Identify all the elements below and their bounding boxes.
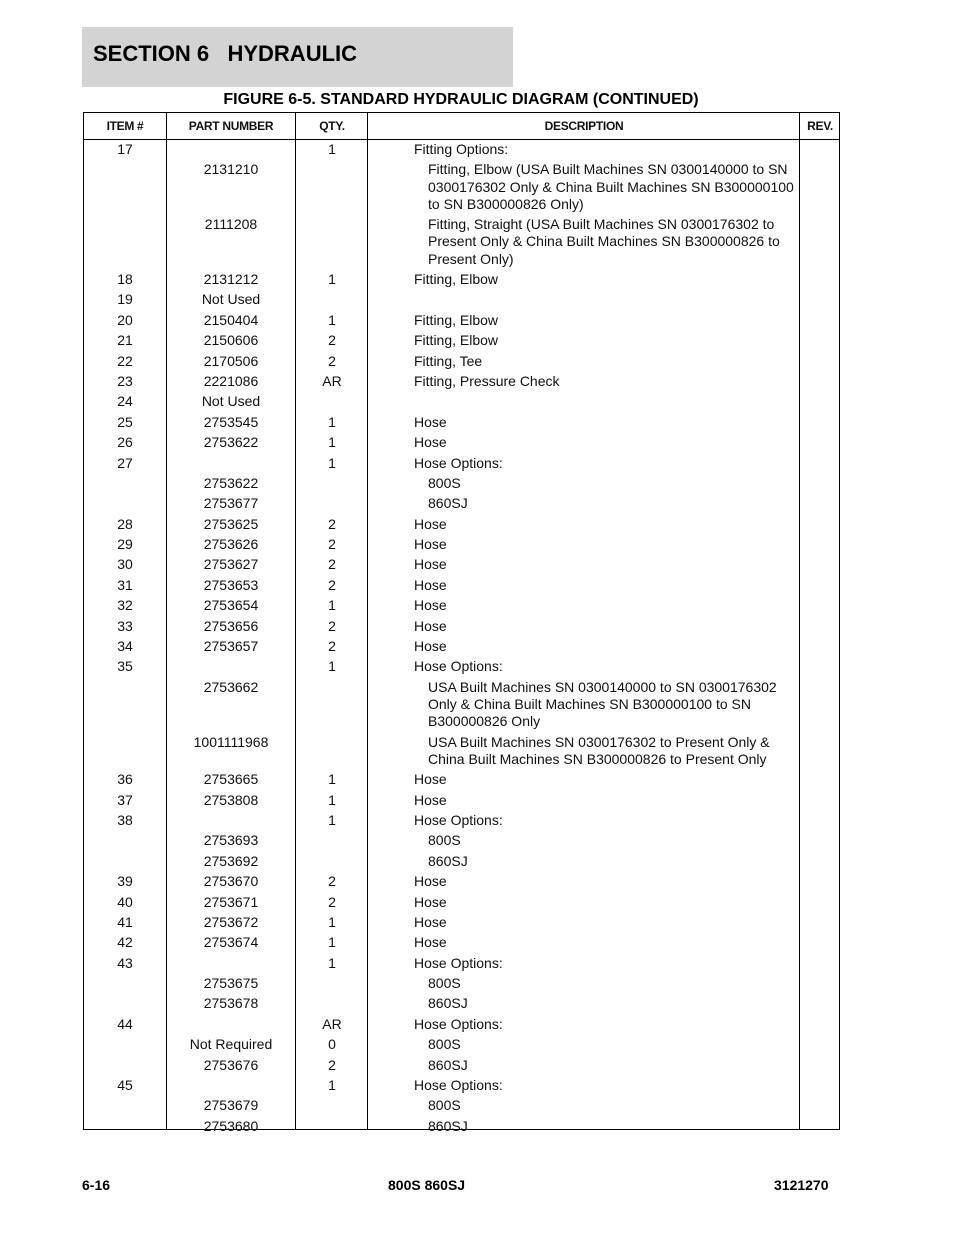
item-cell: 21 xyxy=(117,332,133,349)
description-cell: 800S xyxy=(428,474,461,491)
part-number-cell: 2753670 xyxy=(203,873,259,890)
table-row xyxy=(84,291,839,311)
qty-cell: 2 xyxy=(328,515,336,532)
description-cell: Fitting, Elbow (USA Built Machines SN 0300140000 to SN 0300176302 Only & China Built Machines SN B300000100 to SN B300000826 Only) xyxy=(428,161,794,212)
part-number-cell: 1001111968 xyxy=(193,733,269,750)
item-cell: 43 xyxy=(117,954,133,971)
part-number-cell: Not Used xyxy=(201,393,261,410)
description-cell: Hose xyxy=(414,873,447,890)
part-number-cell: 2753625 xyxy=(203,515,259,532)
item-cell: 25 xyxy=(117,413,133,430)
table-row xyxy=(84,434,839,454)
part-number-cell: 2753665 xyxy=(203,771,259,788)
qty-cell: 2 xyxy=(328,352,336,369)
description-cell: Fitting Options: xyxy=(414,141,509,157)
description-cell: Hose xyxy=(414,638,447,655)
item-cell: 36 xyxy=(117,771,133,788)
table-row xyxy=(84,832,839,852)
part-number-cell: 2753622 xyxy=(203,434,259,451)
qty-cell: AR xyxy=(322,1015,342,1032)
qty-cell: 2 xyxy=(328,617,336,634)
header-rev: REV. xyxy=(807,119,833,133)
item-cell: 34 xyxy=(117,638,133,655)
description-cell: Fitting, Pressure Check xyxy=(414,372,560,389)
item-cell: 27 xyxy=(117,454,133,471)
table-row xyxy=(84,216,839,271)
qty-cell: 1 xyxy=(328,954,336,971)
table-row xyxy=(84,1016,839,1036)
item-cell: 40 xyxy=(117,893,133,910)
qty-cell: 2 xyxy=(328,873,336,890)
description-cell: 860SJ xyxy=(428,1117,468,1134)
description-cell: Hose xyxy=(414,536,447,553)
table-row xyxy=(84,792,839,812)
part-number-cell: 2753653 xyxy=(203,576,259,593)
description-cell: Hose Options: xyxy=(414,1015,503,1032)
part-number-cell: 2753656 xyxy=(203,617,259,634)
part-number-cell: 2131210 xyxy=(203,161,259,178)
table-row xyxy=(84,312,839,332)
description-cell: Fitting, Elbow xyxy=(414,311,499,328)
qty-cell: 1 xyxy=(328,270,336,287)
qty-cell: 1 xyxy=(328,913,336,930)
item-cell: 45 xyxy=(117,1077,133,1094)
table-row xyxy=(84,1036,839,1056)
part-number-cell: 2753654 xyxy=(203,597,259,614)
item-cell: 32 xyxy=(117,597,133,614)
table-row xyxy=(84,1057,839,1077)
item-cell: 42 xyxy=(117,934,133,951)
description-cell xyxy=(414,291,804,308)
page-number: 6-16 xyxy=(82,1177,111,1193)
qty-cell: 1 xyxy=(328,413,336,430)
table-row xyxy=(84,141,839,161)
header-qty: QTY. xyxy=(319,119,345,133)
qty-cell: 1 xyxy=(328,771,336,788)
part-number-cell: 2753693 xyxy=(203,832,259,849)
header-part-number: PART NUMBER xyxy=(188,119,274,133)
part-number-cell: 2753677 xyxy=(203,495,259,512)
table-row xyxy=(84,734,839,772)
item-cell: 31 xyxy=(117,576,133,593)
header-description: DESCRIPTION xyxy=(544,119,624,133)
qty-cell: 1 xyxy=(328,811,336,828)
part-number-cell: 2753627 xyxy=(203,556,259,573)
part-number-cell: Not Required xyxy=(189,1036,273,1053)
description-cell: 800S xyxy=(428,1097,461,1114)
header-item: ITEM # xyxy=(106,119,144,133)
table-row xyxy=(84,873,839,893)
qty-cell: 1 xyxy=(328,434,336,451)
description-cell: Fitting, Tee xyxy=(414,352,483,369)
part-number-cell: 2753674 xyxy=(203,934,259,951)
item-cell: 30 xyxy=(117,556,133,573)
item-cell: 44 xyxy=(117,1015,133,1032)
description-cell: 800S xyxy=(428,832,461,849)
part-number-cell: Not Used xyxy=(201,291,261,308)
table-row xyxy=(84,894,839,914)
description-cell: Hose xyxy=(414,771,447,788)
part-number-cell: 2150404 xyxy=(203,311,259,328)
description-cell: Hose xyxy=(414,934,447,951)
qty-cell: 1 xyxy=(328,597,336,614)
parts-table xyxy=(83,112,840,1134)
part-number-cell: 2753675 xyxy=(203,975,259,992)
description-cell xyxy=(414,393,804,410)
description-cell: Hose Options: xyxy=(414,811,503,828)
part-number-cell: 2753808 xyxy=(203,791,259,808)
qty-cell: 1 xyxy=(328,934,336,951)
table-row xyxy=(84,975,839,995)
table-row xyxy=(84,271,839,291)
description-cell: USA Built Machines SN 0300176302 to Present Only & China Built Machines SN B300000826 to Present Only xyxy=(428,733,770,767)
table-row xyxy=(84,577,839,597)
description-cell: 860SJ xyxy=(428,995,468,1012)
description-cell: 800S xyxy=(428,975,461,992)
part-number-cell: 2753662 xyxy=(203,678,259,695)
table-row xyxy=(84,332,839,352)
table-row xyxy=(84,516,839,536)
table-row xyxy=(84,914,839,934)
qty-cell: 2 xyxy=(328,332,336,349)
figure-title: FIGURE 6-5. STANDARD HYDRAULIC DIAGRAM (CONTINUED) xyxy=(223,91,699,108)
table-body xyxy=(84,141,839,1138)
qty-cell: 2 xyxy=(328,638,336,655)
table-header xyxy=(84,113,839,140)
part-number-cell: 2753657 xyxy=(203,638,259,655)
item-cell: 24 xyxy=(117,393,133,410)
part-number-cell: 2111208 xyxy=(204,216,258,233)
item-cell: 26 xyxy=(117,434,133,451)
table-row xyxy=(84,455,839,475)
qty-cell: 1 xyxy=(328,1077,336,1094)
item-cell: 22 xyxy=(117,352,133,369)
table-row xyxy=(84,853,839,873)
description-cell: Hose xyxy=(414,791,447,808)
table-row xyxy=(84,495,839,515)
table-row xyxy=(84,556,839,576)
description-cell: Hose Options: xyxy=(414,1077,503,1094)
qty-cell: 1 xyxy=(328,141,336,157)
part-number-cell: 2753622 xyxy=(203,474,259,491)
table-row xyxy=(84,638,839,658)
part-number-cell: 2221086 xyxy=(203,372,259,389)
item-cell: 19 xyxy=(117,291,133,308)
description-cell: Fitting, Straight (USA Built Machines SN 0300176302 to Present Only & China Built Machines SN B300000826 to Present Only) xyxy=(428,216,780,267)
table-row xyxy=(84,161,839,216)
item-cell: 18 xyxy=(117,270,133,287)
item-cell: 41 xyxy=(117,913,133,930)
description-cell: Hose xyxy=(414,515,447,532)
section-header xyxy=(82,27,513,87)
description-cell: Hose xyxy=(414,893,447,910)
table-row xyxy=(84,658,839,678)
item-cell: 29 xyxy=(117,536,133,553)
part-number-cell: 2150606 xyxy=(203,332,259,349)
table-row xyxy=(84,1118,839,1138)
part-number-cell: 2753678 xyxy=(203,995,259,1012)
table-row xyxy=(84,771,839,791)
qty-cell: 2 xyxy=(328,536,336,553)
table-row xyxy=(84,812,839,832)
table-row xyxy=(84,353,839,373)
part-number-cell: 2170506 xyxy=(203,352,259,369)
item-cell: 38 xyxy=(117,811,133,828)
item-cell: 23 xyxy=(117,372,133,389)
description-cell: Fitting, Elbow xyxy=(414,332,499,349)
description-cell: Hose Options: xyxy=(414,658,503,675)
table-row xyxy=(84,995,839,1015)
part-number-cell: 2753680 xyxy=(203,1117,259,1134)
qty-cell: 2 xyxy=(328,576,336,593)
table-row xyxy=(84,373,839,393)
item-cell: 39 xyxy=(117,873,133,890)
table-row xyxy=(84,414,839,434)
description-cell: Hose xyxy=(414,434,447,451)
table-row xyxy=(84,393,839,413)
section-title: SECTION 6 HYDRAULIC xyxy=(93,41,358,66)
table-row xyxy=(84,536,839,556)
item-cell: 35 xyxy=(117,658,133,675)
part-number-cell: 2753672 xyxy=(203,913,259,930)
item-cell: 33 xyxy=(117,617,133,634)
qty-cell: 2 xyxy=(328,1056,336,1073)
part-number-cell: 2753626 xyxy=(203,536,259,553)
description-cell: 860SJ xyxy=(428,852,468,869)
description-cell: Hose xyxy=(414,617,447,634)
qty-cell: 1 xyxy=(328,311,336,328)
qty-cell: 0 xyxy=(328,1036,336,1053)
table-row xyxy=(84,597,839,617)
part-number-cell: 2131212 xyxy=(203,270,259,287)
description-cell: Fitting, Elbow xyxy=(414,270,499,287)
description-cell: Hose xyxy=(414,413,447,430)
table-row xyxy=(84,618,839,638)
part-number-cell: 2753679 xyxy=(203,1097,259,1114)
description-cell: USA Built Machines SN 0300140000 to SN 0300176302 Only & China Built Machines SN B300000100 to SN B300000826 Only xyxy=(428,678,777,730)
table-row xyxy=(84,679,839,734)
item-cell: 17 xyxy=(117,141,133,157)
description-cell: 860SJ xyxy=(428,1056,468,1073)
item-cell: 20 xyxy=(117,311,133,328)
table-row xyxy=(84,475,839,495)
description-cell: Hose xyxy=(414,913,447,930)
part-number-cell: 2753692 xyxy=(203,852,259,869)
qty-cell: 1 xyxy=(328,454,336,471)
table-row xyxy=(84,1097,839,1117)
qty-cell: 1 xyxy=(328,791,336,808)
document-number: 3121270 xyxy=(774,1177,829,1193)
description-cell: Hose Options: xyxy=(414,954,503,971)
part-number-cell: 2753671 xyxy=(203,893,259,910)
table-row xyxy=(84,955,839,975)
description-cell: Hose xyxy=(414,597,447,614)
table-row xyxy=(84,934,839,954)
table-row xyxy=(84,1077,839,1097)
part-number-cell: 2753676 xyxy=(203,1056,259,1073)
model-label: 800S 860SJ xyxy=(388,1177,466,1193)
description-cell: Hose Options: xyxy=(414,454,503,471)
item-cell: 28 xyxy=(117,515,133,532)
part-number-cell: 2753545 xyxy=(203,413,259,430)
description-cell: Hose xyxy=(414,556,447,573)
qty-cell: 2 xyxy=(328,893,336,910)
description-cell: Hose xyxy=(414,576,447,593)
qty-cell: AR xyxy=(322,372,342,389)
description-cell: 860SJ xyxy=(428,495,468,512)
qty-cell: 2 xyxy=(328,556,336,573)
item-cell: 37 xyxy=(117,791,133,808)
qty-cell: 1 xyxy=(328,658,336,675)
description-cell: 800S xyxy=(428,1036,461,1053)
